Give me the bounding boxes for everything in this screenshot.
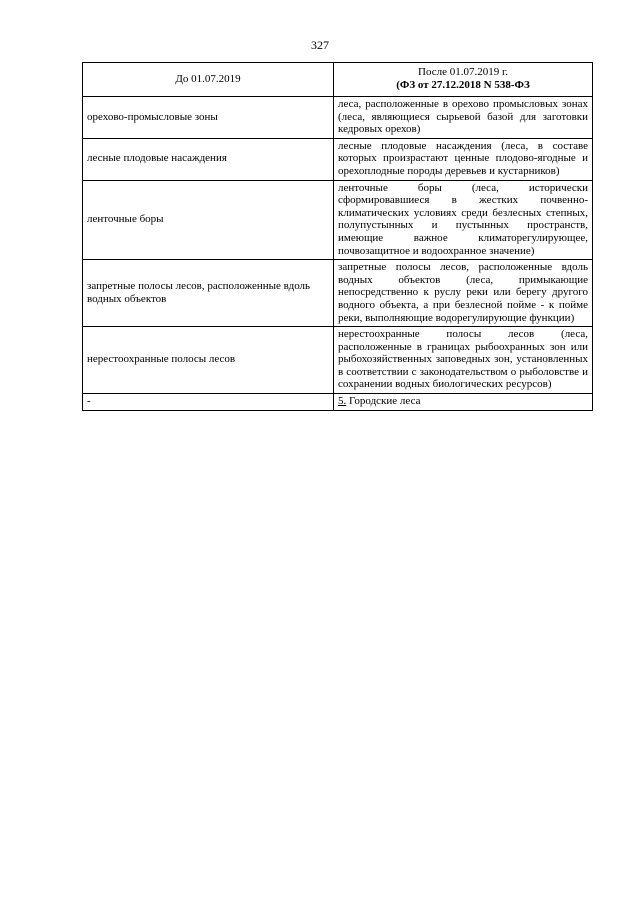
- header-after-date-line1: После 01.07.2019 г.: [418, 66, 508, 79]
- row-before-cell: запретные полосы лесов, расположенные вдоль водных объектов: [83, 260, 334, 327]
- row-before-cell: лесные плодовые насаждения: [83, 138, 334, 180]
- row-after-cell: ленточные боры (леса, исторически сформировавшиеся в жестких почвенно-климатических условиях среди безлесных степных, полупустынных и пустынных пространств, имеющие важное климаторегулирующее, почвозащитное и водоохранное значение): [334, 180, 593, 260]
- row-after-cell: лесные плодовые насаждения (леса, в составе которых произрастают ценные плодово-ягодные и орехоплодные породы деревьев и кустарников): [334, 138, 593, 180]
- city-forests-label: 5. Городские леса: [338, 395, 421, 408]
- row-after-cell: леса, расположенные в орехово промысловых зонах (леса, являющиеся сырьевой базой для заготовки кедровых орехов): [334, 97, 593, 139]
- table-row: [83, 138, 593, 180]
- row-after-cell: нерестоохранные полосы лесов (леса, расположенные в границах рыбоохранных зон или рыбохозяйственных заповедных зон, установленных в соответствии с законодательством о рыболовстве и сохранении водных биологических ресурсов): [334, 327, 593, 394]
- table-row: [83, 180, 593, 260]
- header-after-date: [334, 63, 593, 97]
- row-before-cell: ленточные боры: [83, 180, 334, 260]
- table-row: [83, 97, 593, 139]
- row-after-cell: запретные полосы лесов, расположенные вдоль водных объектов (леса, примыкающие непосредственно к руслу реки или берегу другого водного объекта, а при безлесной пойме - к пойме реки, выполняющие водорегулирующие функции): [334, 260, 593, 327]
- row-before-cell: орехово-промысловые зоны: [83, 97, 334, 139]
- header-before-date: До 01.07.2019: [83, 63, 334, 97]
- row-before-cell: нерестоохранные полосы лесов: [83, 327, 334, 394]
- row-after-cell: [334, 394, 593, 411]
- comparison-table: [82, 62, 593, 411]
- row-before-cell: -: [83, 394, 334, 411]
- table-row: [83, 260, 593, 327]
- table-header-row: [83, 63, 593, 97]
- table-row: [83, 327, 593, 394]
- table-row: [83, 394, 593, 411]
- header-after-date-law: (ФЗ от 27.12.2018 N 538-ФЗ: [396, 79, 530, 91]
- page-number: 327: [311, 38, 329, 52]
